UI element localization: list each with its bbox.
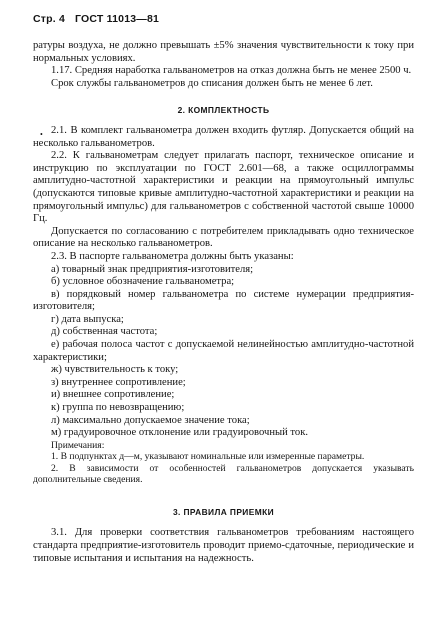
list-item-a: а) товарный знак предприятия-изготовителя;: [51, 263, 254, 275]
paragraph-2-2: 2.2. К гальванометрам следует прилагать паспорт, техническое описание и инструкцию по эксплуатации по ГОСТ 2.601—68, а также осциллограммы амплитудно-частотной характеристики и реакции на прямоугольный импульс (допускаются типовые кривые амплитудно-частотной характеристики и реакции на прямоугольный импульс) для гальванометров с собственной частотой свыше 10000 Гц.: [33, 150, 414, 225]
list-item-z: з) внутреннее сопротивление;: [51, 376, 186, 388]
paragraph-3-1: 3.1. Для проверки соответствия гальванометров требованиям настоящего стандарта предприятие-изготовитель проводит приемо-сдаточные, периодические и типовые испытания и испытания на надежность.: [33, 527, 414, 564]
list-item-m: м) градуировочное отклонение или градуировочный ток.: [51, 427, 309, 439]
paragraph-service-life: Срок службы гальванометров до списания должен быть не менее 6 лет.: [51, 77, 373, 89]
list-item-b: б) условное обозначение гальванометра;: [51, 276, 235, 288]
notes-title: Примечания:: [51, 439, 105, 451]
paragraph-2-2-b: Допускается по согласованию с потребителем прикладывать одно техническое описание на несколько гальванометров.: [33, 225, 414, 250]
margin-mark: •: [40, 130, 43, 139]
document-body: [33, 40, 414, 565]
standard-code: ГОСТ 11013—81: [75, 13, 160, 25]
list-item-k: к) группа по невозвращению;: [51, 402, 185, 414]
page-number: Стр. 4: [33, 13, 66, 25]
page-header: [33, 13, 159, 25]
section-2-heading: 2. КОМПЛЕКТНОСТЬ: [177, 105, 270, 116]
notes-block: [33, 440, 414, 486]
paragraph-1-17: 1.17. Средняя наработка гальванометров на отказ должна быть не менее 2500 ч.: [51, 65, 412, 77]
list-item-v: в) порядковый номер гальванометра по системе нумерации предприятия-изготовителя;: [33, 288, 414, 313]
list-item-l: л) максимально допускаемое значение тока;: [51, 414, 250, 426]
list-item-zh: ж) чувствительность к току;: [51, 364, 179, 376]
note-2: 2. В зависимости от особенностей гальванометров допускается указывать дополнительные сведения.: [33, 462, 414, 486]
paragraph-2-3: 2.3. В паспорте гальванометра должны быть указаны:: [51, 250, 294, 262]
paragraph-2-1: 2.1. В комплект гальванометра должен входить футляр. Допускается общий на несколько гальванометров.: [33, 124, 414, 149]
section1-continuation: ратуры воздуха, не должно превышать ±5% значения чувствительности к току при нормальных условиях.: [33, 40, 414, 64]
list-item-d: д) собственная частота;: [51, 326, 158, 338]
list-item-e: е) рабочая полоса частот с допускаемой нелинейностью амплитудно-частотной характеристики;: [33, 339, 414, 363]
list-item-g: г) дата выпуска;: [51, 313, 124, 325]
note-1: 1. В подпунктах д—м, указывают номинальные или измеренные параметры.: [51, 451, 365, 463]
section-3-heading: 3. ПРАВИЛА ПРИЕМКИ: [172, 506, 275, 517]
list-item-i: и) внешнее сопротивление;: [51, 389, 175, 401]
